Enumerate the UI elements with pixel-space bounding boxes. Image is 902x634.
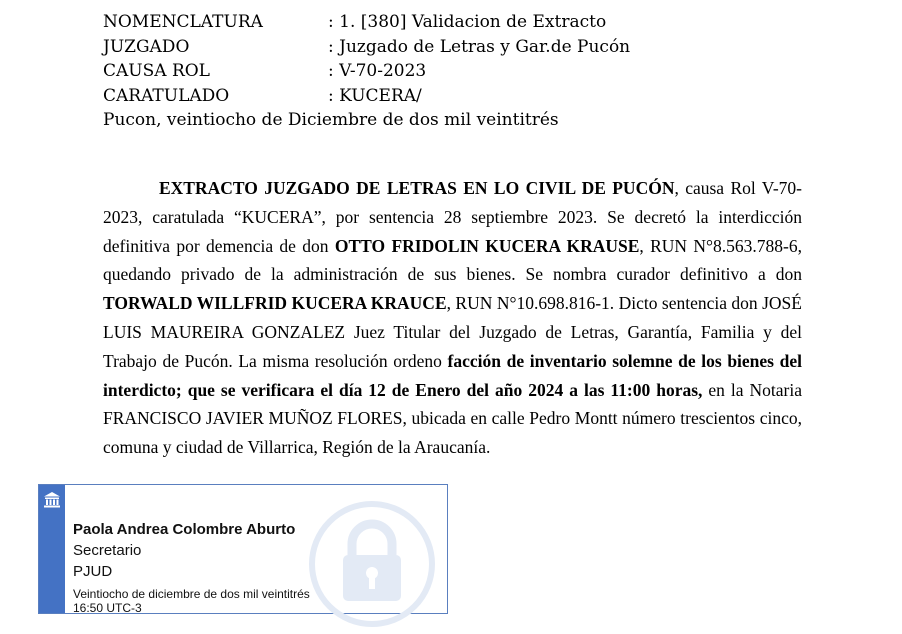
curator-name: TORWALD WILLFRID KUCERA KRAUCE	[103, 293, 447, 314]
inventory-order: facción de inventario solemne de los bienes del interdicto; que se verificara el día 12 de Enero del año 2024 a las 11:00 horas,	[103, 350, 802, 400]
body-text-segment: en la Notaria FRANCISCO JAVIER MUÑOZ FLORES, ubicada en calle Pedro Montt número trescientos cinco, comuna y ciudad de Villarrica, Región de la Araucanía.	[103, 379, 802, 458]
extract-title: EXTRACTO JUZGADO DE LETRAS EN LO CIVIL DE PUCÓN	[159, 178, 675, 198]
signature-date: Veintiocho de diciembre de dos mil veintitrés	[73, 587, 310, 601]
extract-paragraph	[103, 174, 802, 462]
signer-name: Paola Andrea Colombre Aburto	[73, 521, 296, 538]
header-label: CARATULADO	[103, 85, 230, 106]
header-label: CAUSA ROL	[103, 61, 210, 81]
signature-side-bar	[39, 485, 65, 613]
header-row-caratulado	[103, 84, 803, 109]
body-text-segment: , RUN N°8.563.788-6, quedando privado de la administración de sus bienes. Se nombra curador definitivo a don	[103, 235, 802, 285]
place-date: Pucon, veintiocho de Diciembre de dos mil veintitrés	[103, 110, 559, 130]
signer-organization: PJUD	[73, 563, 113, 580]
extract-body	[103, 174, 802, 462]
header-label: JUZGADO	[103, 36, 190, 57]
header-value: : KUCERA/	[328, 85, 422, 106]
header-label: NOMENCLATURA	[103, 12, 263, 32]
header-row-juzgado	[103, 35, 803, 60]
interdict-name: OTTO FRIDOLIN KUCERA KRAUSE	[334, 235, 640, 256]
lock-icon	[307, 499, 437, 629]
header-row-nomenclatura	[103, 10, 803, 35]
body-text-segment: , RUN N°10.698.816-1. Dicto sentencia don JOSÉ LUIS MAUREIRA GONZALEZ Juez Titular del Juzgado de Letras, Garantía, Familia y del Trabajo de Pucón. La misma resolución ordeno	[103, 293, 802, 371]
bank-icon	[43, 491, 61, 514]
header-row-causa-rol	[103, 59, 803, 84]
header-value: : 1. [380] Validacion de Extracto	[328, 12, 607, 32]
signature-time: 16:50 UTC-3	[73, 601, 142, 615]
document-header	[103, 10, 803, 133]
body-text-segment: , causa Rol V-70-2023, caratulada “KUCERA”, por sentencia 28 septiembre 2023. Se decretó la interdicción definitiva por demencia de don	[103, 178, 802, 256]
header-value: : V-70-2023	[328, 61, 427, 81]
electronic-signature-box	[38, 484, 448, 614]
signer-role: Secretario	[73, 542, 142, 559]
signature-details	[73, 519, 310, 615]
header-value: : Juzgado de Letras y Gar.de Pucón	[328, 36, 631, 57]
